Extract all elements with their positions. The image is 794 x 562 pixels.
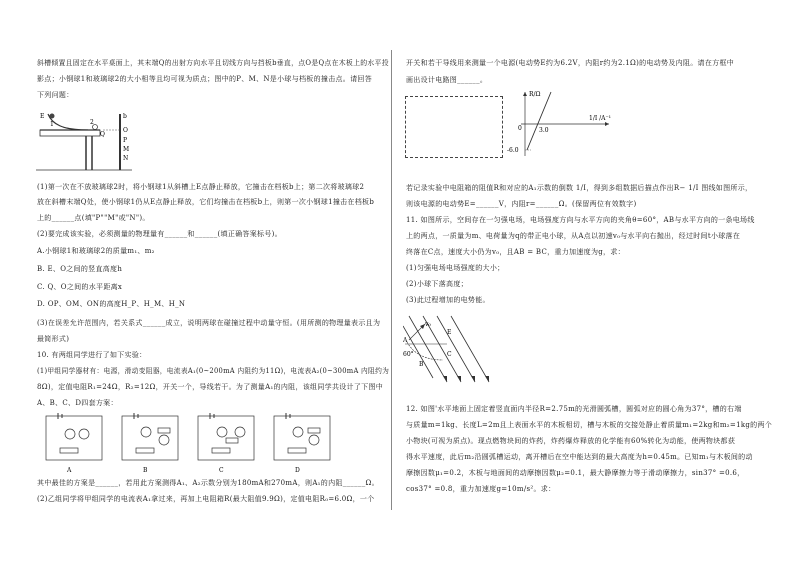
label-B: B: [419, 361, 424, 368]
text-line: 下列问题：: [37, 91, 74, 99]
text-line: D. OP、OM、ON的高度H_P、H_M、H_N: [37, 300, 186, 308]
circuit-design-box: [405, 96, 503, 158]
text-line: A.小钢球1和玻璃球2的质量m₁、m₂: [37, 247, 155, 255]
text-line: 上的______点(填"P""M"或"N")。: [37, 214, 150, 222]
column-divider: [391, 50, 392, 510]
electric-field-figure: [403, 312, 493, 388]
circuit-label: B: [143, 467, 148, 474]
label-M: M: [123, 146, 130, 153]
text-line: 若记录实验中电阻箱的阻值R和对应的A₁示数的倒数 1/I，得到多组数据后描点作出R− 1/I 图线如图所示，: [406, 184, 753, 192]
circuit-B: [122, 413, 178, 474]
text-line: 小物块(可视为质点)。现点燃物块间的炸药，炸药爆炸释放的化学能有60%转化为动能，使两物块都获: [406, 437, 736, 445]
label-b: b: [123, 113, 127, 120]
text-line: 其中最佳的方案是______，若用此方案测得A₁、A₂示数分别为180mA和270mA，则A₁的内阻______Ω。: [37, 479, 379, 487]
chute-apparatus-figure: [36, 106, 132, 172]
text-line: 斜槽倾置且固定在水平桌面上，其末端Q的出射方向水平且切线方向与挡板b垂直，点O是Q点在木板上的水平投: [37, 59, 389, 67]
text-line: 最简形式): [37, 335, 70, 343]
circuit-label: D: [295, 467, 300, 474]
label-1: 1: [50, 121, 54, 128]
text-line: cos37° =0.8，重力加速度g=10m/s²。求：: [406, 485, 556, 493]
circuit-label: C: [219, 467, 224, 474]
text-line: 8Ω)，定值电阻R₁=24Ω，R₂=12Ω，开关一个，导线若干。为了测量A₁的内阻，该组同学共设计了下图中: [37, 383, 384, 391]
label-A: A: [403, 337, 408, 344]
text-line: 画出设计电路图______。: [406, 76, 488, 84]
label-angle: 60°: [403, 351, 414, 358]
text-line: (1)匀强电场电场强度的大小；: [406, 264, 505, 272]
text-line: 与质量m=1kg、长度L=2m且上表面水平的木板相切，槽与木板的交接处静止着质量m₁=2kg和m₂=1kg的两个: [406, 421, 773, 429]
label-N: N: [123, 155, 129, 162]
text-line: 12. 如图'水平地面上固定着竖直面内半径R=2.75m的光滑圆弧槽，圆弧对应的圆心角为37°，槽的右端: [406, 405, 742, 413]
circuit-D: [274, 413, 330, 474]
text-line: 开关和若干导线用来测量一个电源(电动势E约为6.2V，内阻r约为2.1Ω)的电动势及内阻。请在方框中: [406, 59, 735, 67]
circuit-schemes-figure: [40, 408, 340, 474]
text-line: (3)在误差允许范围内，若关系式______成立，说明两球在碰撞过程中动量守恒。(用所测的物理量表示且为: [37, 319, 381, 327]
y-axis-label: R/Ω: [529, 91, 541, 98]
label-E: E: [40, 113, 45, 120]
text-line: (1)甲组同学器材有：电源，滑动变阻器，电流表A₁(0~200mA 内阻约为11Ω)，电流表A₂(0~300mA 内阻约为: [37, 367, 390, 375]
right-column: [397, 0, 794, 562]
text-line: (1)第一次在不放玻璃球2时，将小钢球1从斜槽上E点静止释放，它撞击在档板b上；第二次将玻璃球2: [37, 183, 365, 191]
text-line: A、B、C、D四套方案：: [37, 399, 118, 407]
text-line: 10. 有两组同学进行了如下实验：: [37, 351, 147, 359]
text-line: 影点；小钢球1和玻璃球2的大小相等且均可视为质点；图中的P、M、N是小球与档板的撞击点。请回答: [37, 75, 373, 83]
text-line: 摩擦因数μ₁=0.2，木板与地面间的动摩擦因数μ₂=0.1，最大静摩擦力等于滑动摩擦力，sin37° =0.6，: [406, 469, 745, 477]
label-C: C: [447, 351, 452, 358]
circuit-label: A: [67, 467, 72, 474]
origin-label: 0: [518, 125, 522, 132]
circuit-C: [198, 413, 254, 474]
text-line: (2)要完成该实验，必须测量的物理量有______和______(填正确答案标号)。: [37, 230, 282, 238]
x-tick-label: 3.0: [539, 127, 549, 134]
text-line: (2)小球下落高度；: [406, 280, 468, 288]
label-v0: v₀: [425, 321, 431, 328]
text-line: B. E、O之间的竖直高度h: [37, 265, 123, 273]
x-axis-label: 1/I /A⁻¹: [589, 115, 612, 122]
text-line: (3)此过程增加的电势能。: [406, 296, 490, 304]
text-line: 终落在C点，速度大小仍为v₀，且AB = BC，重力加速度为g，求：: [406, 248, 625, 256]
circuit-A: [46, 413, 102, 474]
text-line: 上的两点，一质量为m、电荷量为q的带正电小球，从A点以初速v₀与水平向右抛出，经过时间t小球落在: [406, 232, 741, 240]
r-vs-inverse-current-graph: [505, 86, 617, 158]
label-E: E: [447, 329, 452, 336]
steel-ball-1: [50, 114, 55, 119]
text-line: 得水平速度，此后m₂沿圆弧槽运动，离开槽后在空中能达到的最大高度为h=0.45m。已知m₁与木板间的动: [406, 453, 753, 461]
label-O: O: [123, 127, 128, 134]
label-Q: Q: [100, 131, 105, 138]
text-line: 则该电源的电动势E=______V，内阻r=______Ω。(保留两位有效数字): [406, 200, 637, 208]
label-2: 2: [90, 119, 94, 126]
text-line: 11. 如图所示，空间存在一匀强电场，电场强度方向与水平方向的夹角θ=60°，AB与水平方向的一条电场线: [406, 216, 755, 224]
text-line: 放在斜槽末端Q处，使小钢球1仍从E点静止释放，它们均撞击在档板b上，则第一次小钢球1撞击在档板b: [37, 198, 375, 206]
label-P: P: [123, 137, 128, 144]
text-line: C. Q、O之间的水平距离x: [37, 283, 123, 291]
y-tick-label: -6.0: [507, 147, 519, 154]
text-line: (2)乙组同学将甲组同学的电流表A₁拿过来，再加上电阻箱R(最大阻值9.9Ω)，定值电阻R₀=6.0Ω，一个: [37, 495, 375, 503]
